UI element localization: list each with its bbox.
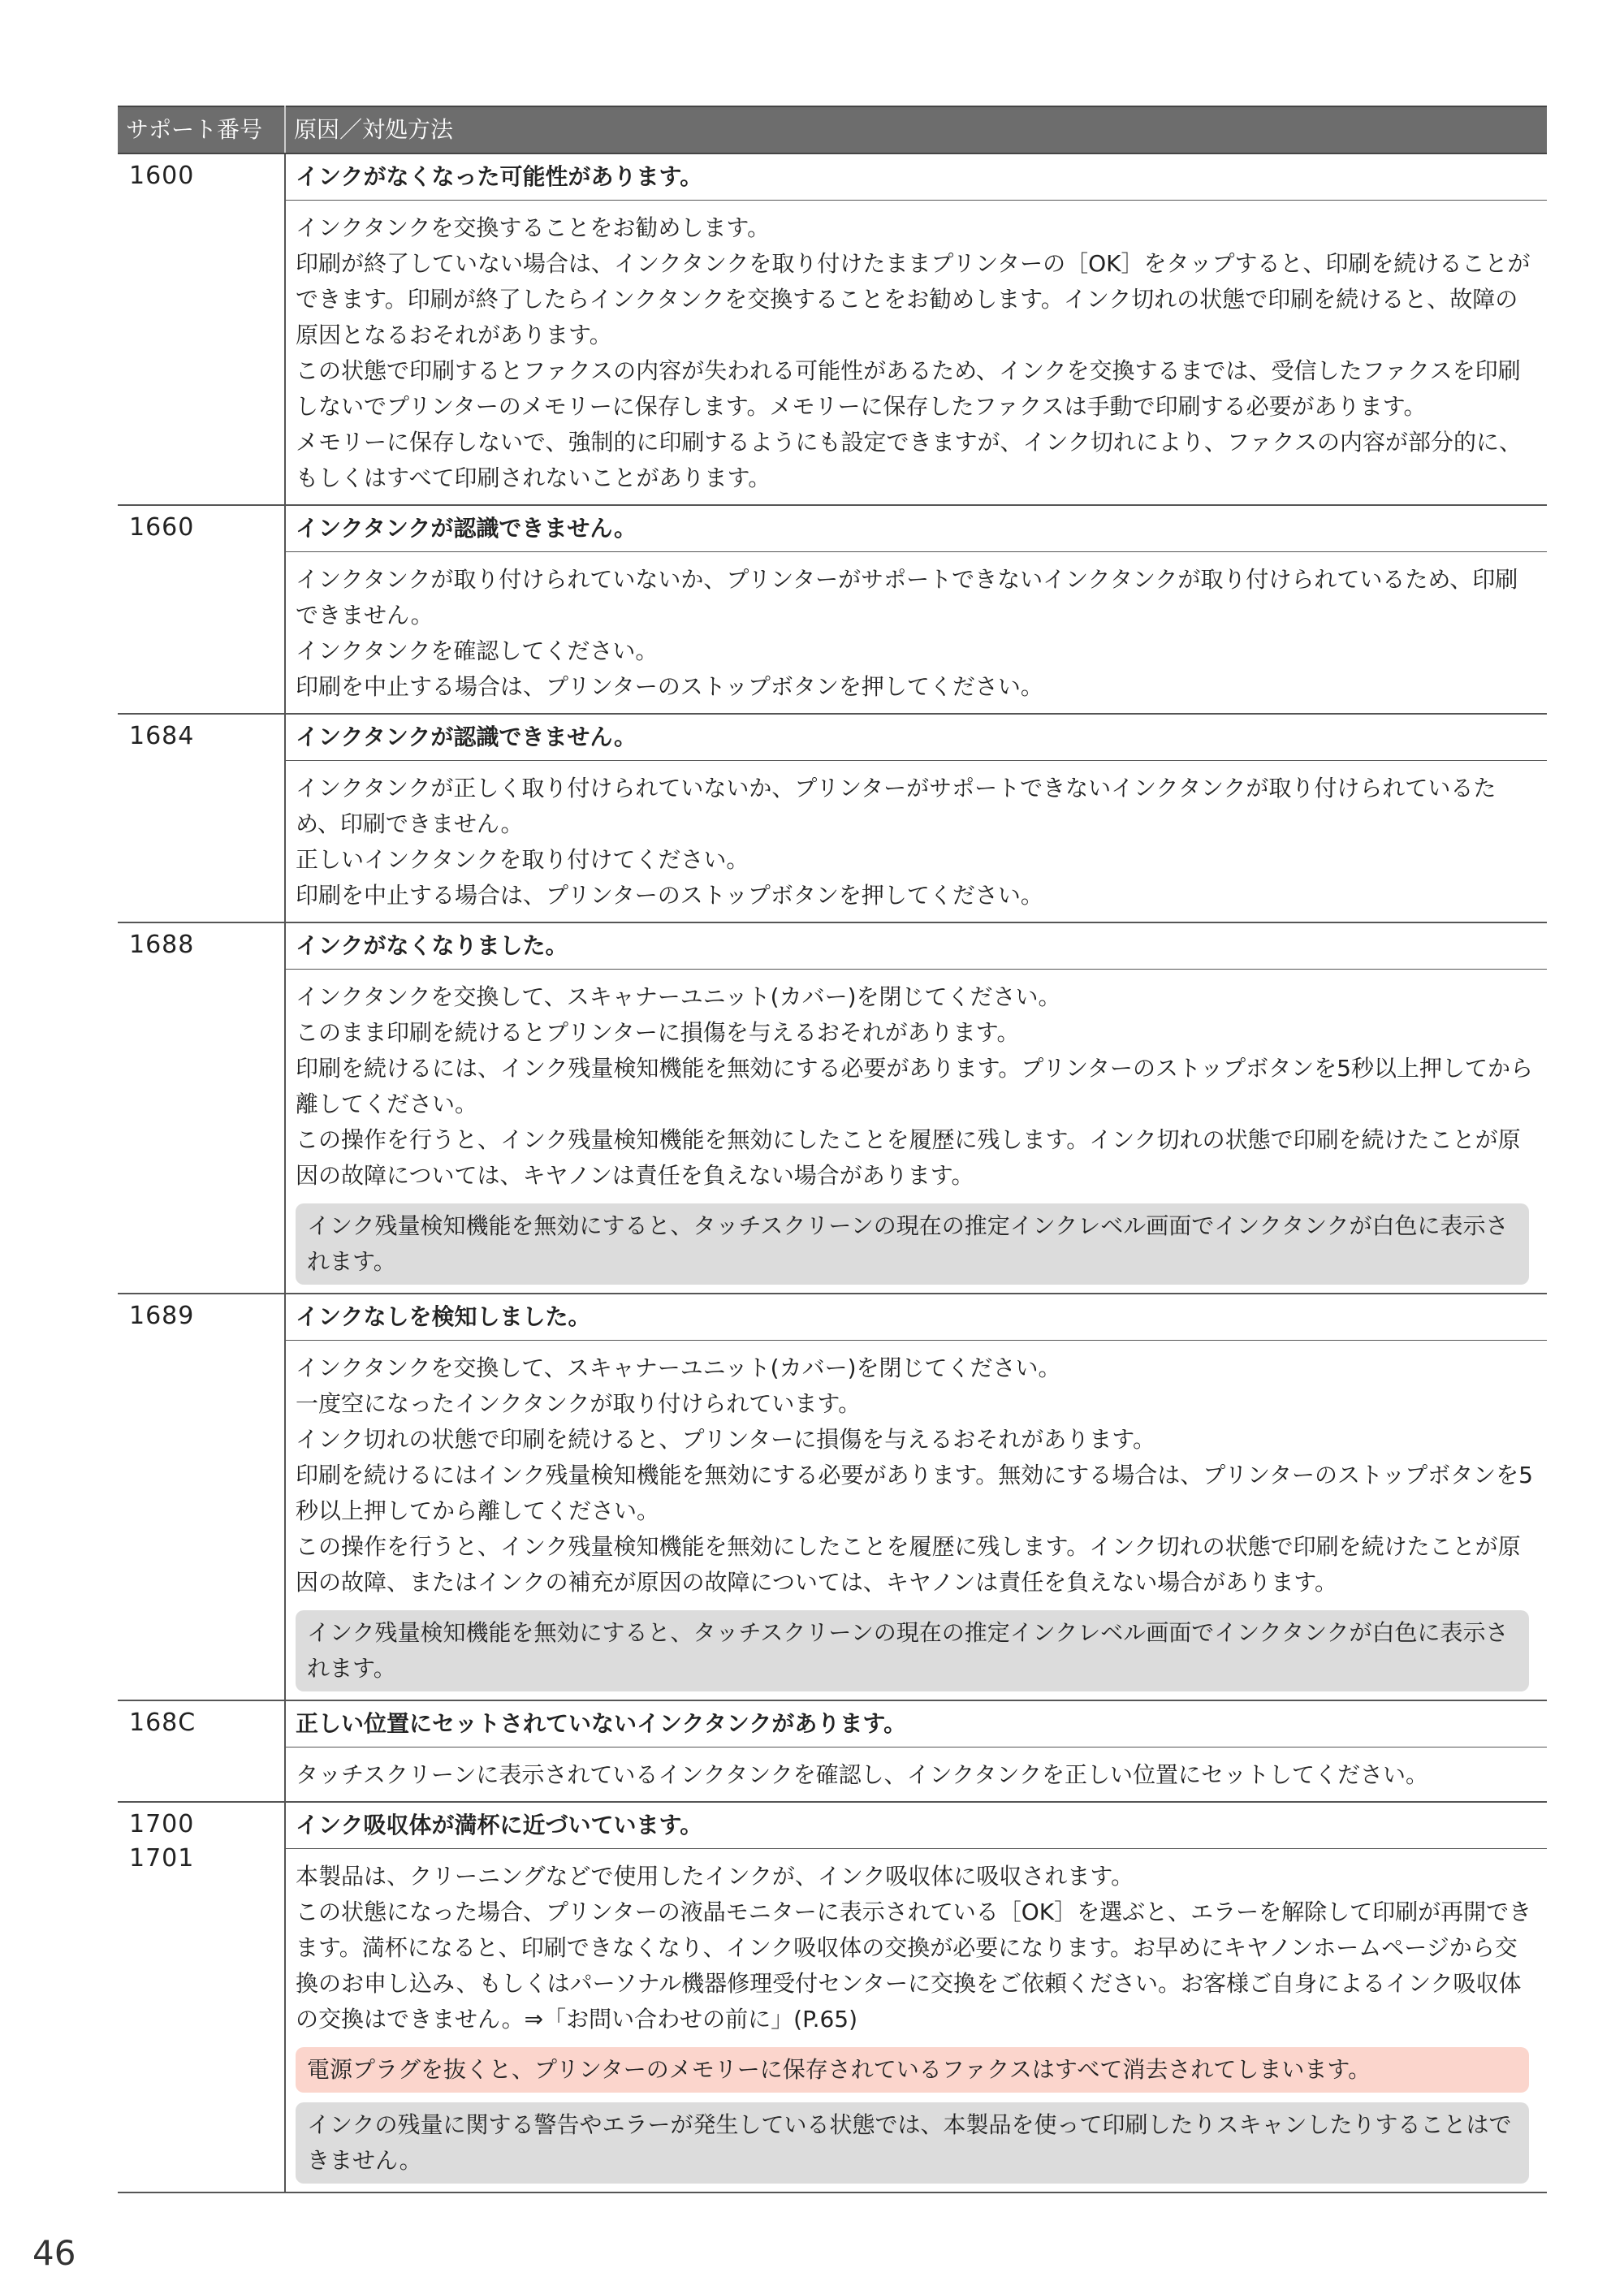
error-heading: 正しい位置にセットされていないインクタンクがあります。	[286, 1701, 1547, 1748]
table-header-row	[118, 106, 1547, 153]
solution-paragraph: 印刷が終了していない場合は、インクタンクを取り付けたままプリンターの［OK］をタップすると、印刷を続けることができます。印刷が終了したらインクタンクを交換することをお勧めします。インク切れの状態で印刷を続けると、故障の原因となるおそれがあります。	[296, 250, 1531, 348]
header-cause-solution: 原因／対処方法	[285, 106, 1547, 153]
info-note: インクの残量に関する警告やエラーが発生している状態では、本製品を使って印刷したりスキャンしたりすることはできません。	[296, 2102, 1529, 2184]
table-row	[118, 153, 1547, 505]
solution-paragraph: このまま印刷を続けるとプリンターに損傷を与えるおそれがあります。	[296, 1019, 1020, 1046]
support-code: 1684	[129, 722, 195, 750]
support-code-cell	[118, 1700, 285, 1802]
table-row	[118, 1294, 1547, 1700]
table-body	[118, 153, 1547, 2192]
cause-solution-cell	[285, 922, 1547, 1294]
info-note: インク残量検知機能を無効にすると、タッチスクリーンの現在の推定インクレベル画面でインクタンクが白色に表示されます。	[296, 1610, 1529, 1691]
error-heading: インクなしを検知しました。	[286, 1294, 1547, 1341]
solution-paragraph: 一度空になったインクタンクが取り付けられています。	[296, 1390, 862, 1417]
support-code-cell	[118, 1802, 285, 2192]
solution-paragraph: この状態で印刷するとファクスの内容が失われる可能性があるため、インクを交換するまでは、受信したファクスを印刷しないでプリンターのメモリーに保存します。メモリーに保存したファクスは手動で印刷する必要があります。	[296, 357, 1521, 420]
support-code-cell	[118, 714, 285, 922]
error-heading: インクタンクが認識できません。	[286, 715, 1547, 761]
support-code: 1688	[129, 931, 195, 959]
support-code: 168C	[129, 1709, 197, 1737]
solution-body	[286, 1748, 1547, 1793]
solution-paragraph: インクタンクを交換して、スキャナーユニット(カバー)を閉じてください。	[296, 983, 1061, 1010]
support-code-cell	[118, 505, 285, 714]
solution-paragraph: メモリーに保存しないで、強制的に印刷するようにも設定できますが、インク切れにより、ファクスの内容が部分的に、もしくはすべて印刷されないことがあります。	[296, 429, 1522, 491]
solution-paragraph: 正しいインクタンクを取り付けてください。	[296, 846, 749, 873]
solution-body	[286, 1849, 1547, 2037]
cause-solution-cell	[285, 1294, 1547, 1700]
solution-body	[286, 552, 1547, 705]
solution-paragraph: この操作を行うと、インク残量検知機能を無効にしたことを履歴に残します。インク切れの状態で印刷を続けたことが原因の故障については、キヤノンは責任を負えない場合があります。	[296, 1126, 1521, 1189]
solution-body	[286, 1341, 1547, 1601]
solution-paragraph: 本製品は、クリーニングなどで使用したインクが、インク吸収体に吸収されます。	[296, 1863, 1134, 1890]
solution-paragraph: インクタンクを確認してください。	[296, 637, 659, 664]
info-note: インク残量検知機能を無効にすると、タッチスクリーンの現在の推定インクレベル画面でインクタンクが白色に表示されます。	[296, 1203, 1529, 1285]
support-code-table	[118, 106, 1547, 2193]
error-heading: インクタンクが認識できません。	[286, 506, 1547, 552]
solution-body	[286, 970, 1547, 1194]
support-code-cell	[118, 1294, 285, 1700]
solution-body	[286, 201, 1547, 496]
solution-paragraph: タッチスクリーンに表示されているインクタンクを確認し、インクタンクを正しい位置にセットしてください。	[296, 1761, 1428, 1788]
support-code-cell	[118, 153, 285, 505]
cause-solution-cell	[285, 153, 1547, 505]
table-row	[118, 714, 1547, 922]
error-heading: インク吸収体が満杯に近づいています。	[286, 1803, 1547, 1849]
solution-paragraph: この状態になった場合、プリンターの液晶モニターに表示されている［OK］を選ぶと、エラーを解除して印刷が再開できます。満杯になると、印刷できなくなり、インク吸収体の交換が必要になります。お早めにキヤノンホームページから交換のお申し込み、もしくはパーソナル機器修理受付センターに交換をご依頼ください。お客様ご自身によるインク吸収体の交換はできません。⇒「お問い合わせの前に」(P.65)	[296, 1899, 1532, 2033]
solution-paragraph: インクタンクが正しく取り付けられていないか、プリンターがサポートできないインクタンクが取り付けられているため、印刷できません。	[296, 775, 1497, 837]
solution-paragraph: インクタンクを交換することをお勧めします。	[296, 214, 771, 241]
table-row	[118, 505, 1547, 714]
header-support-number: サポート番号	[118, 106, 285, 153]
support-code: 1700	[129, 1810, 195, 1838]
support-code: 1600	[129, 162, 195, 190]
table-row	[118, 1700, 1547, 1802]
solution-paragraph: 印刷を中止する場合は、プリンターのストップボタンを押してください。	[296, 673, 1043, 700]
solution-paragraph: 印刷を中止する場合は、プリンターのストップボタンを押してください。	[296, 882, 1043, 909]
support-code: 1660	[129, 513, 195, 542]
solution-paragraph: インクタンクを交換して、スキャナーユニット(カバー)を閉じてください。	[296, 1354, 1061, 1381]
solution-paragraph: インク切れの状態で印刷を続けると、プリンターに損傷を与えるおそれがあります。	[296, 1426, 1155, 1453]
cause-solution-cell	[285, 505, 1547, 714]
cause-solution-cell	[285, 1700, 1547, 1802]
table-row	[118, 922, 1547, 1294]
solution-body	[286, 761, 1547, 914]
solution-paragraph: インクタンクが取り付けられていないか、プリンターがサポートできないインクタンクが取り付けられているため、印刷できません。	[296, 566, 1518, 629]
error-heading: インクがなくなった可能性があります。	[286, 154, 1547, 201]
page-number: 46	[32, 2233, 76, 2273]
warning-note: 電源プラグを抜くと、プリンターのメモリーに保存されているファクスはすべて消去されてしまいます。	[296, 2047, 1529, 2093]
support-code: 1689	[129, 1302, 195, 1330]
cause-solution-cell	[285, 1802, 1547, 2192]
support-table-page	[118, 106, 1547, 2193]
solution-paragraph: この操作を行うと、インク残量検知機能を無効にしたことを履歴に残します。インク切れの状態で印刷を続けたことが原因の故障、またはインクの補充が原因の故障については、キヤノンは責任を負えない場合があります。	[296, 1533, 1521, 1596]
support-code-cell	[118, 922, 285, 1294]
solution-paragraph: 印刷を続けるにはインク残量検知機能を無効にする必要があります。無効にする場合は、プリンターのストップボタンを5秒以上押してから離してください。	[296, 1462, 1533, 1524]
solution-paragraph: 印刷を続けるには、インク残量検知機能を無効にする必要があります。プリンターのストップボタンを5秒以上押してから離してください。	[296, 1055, 1533, 1117]
cause-solution-cell	[285, 714, 1547, 922]
error-heading: インクがなくなりました。	[286, 923, 1547, 970]
support-code-secondary: 1701	[129, 1844, 195, 1873]
table-row	[118, 1802, 1547, 2192]
